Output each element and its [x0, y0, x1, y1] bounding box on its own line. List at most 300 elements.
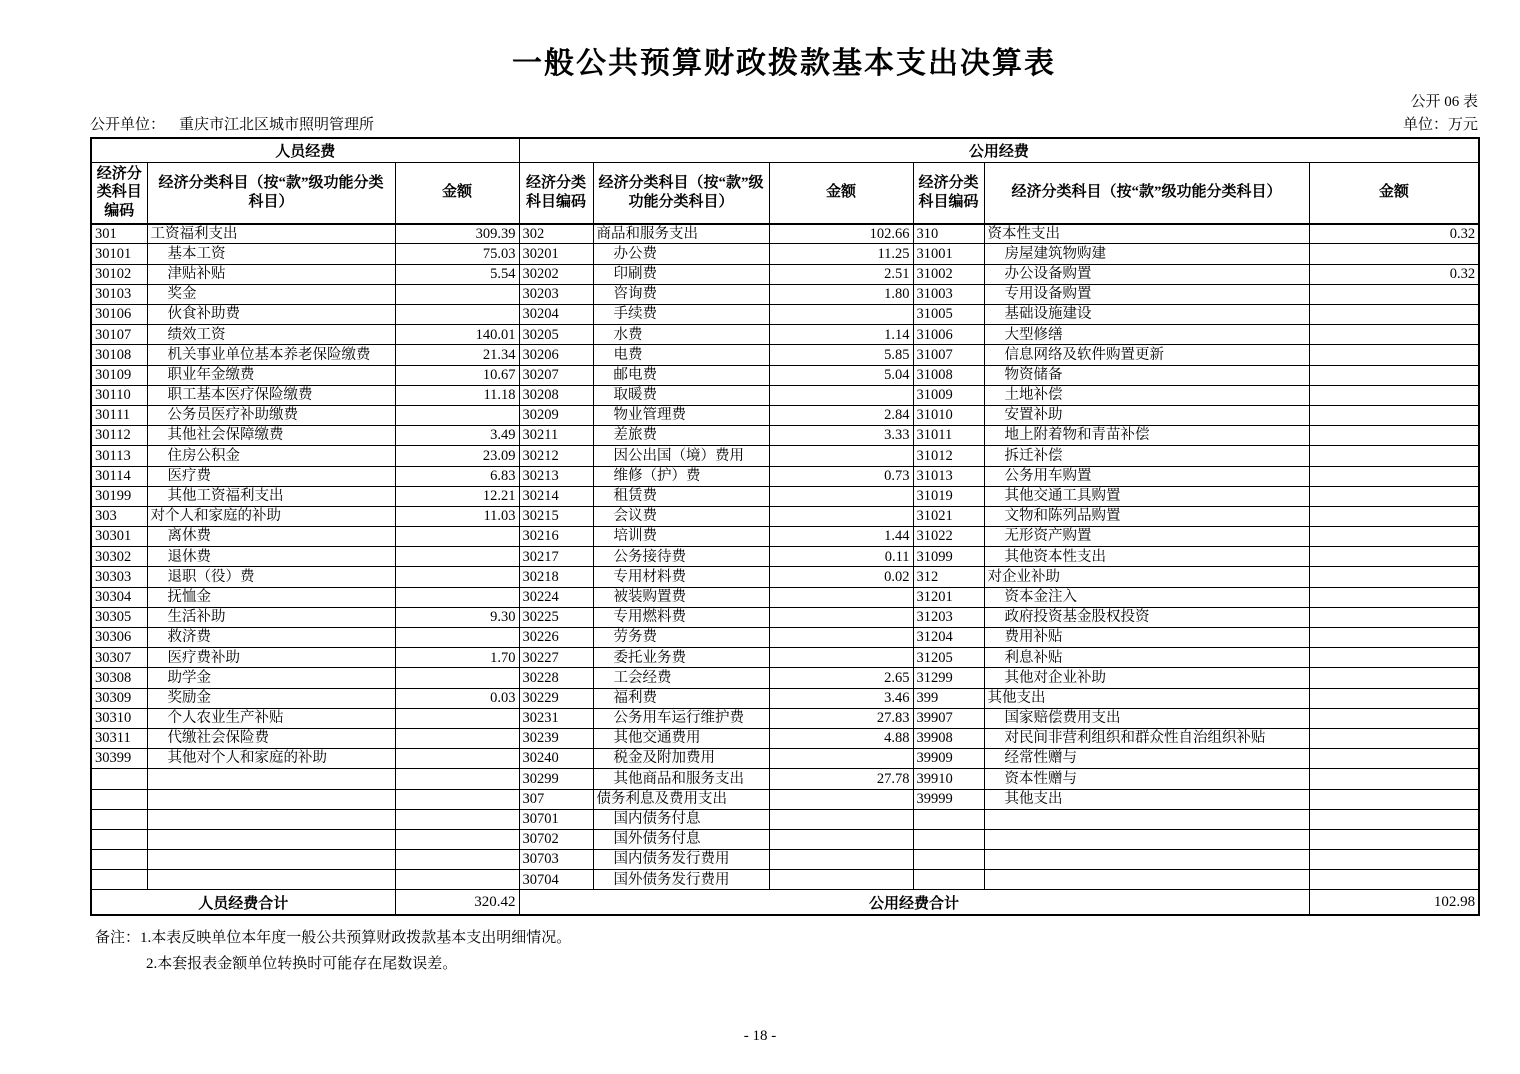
amount-cell	[395, 668, 519, 688]
subject-code-cell: 39999	[913, 789, 984, 809]
col-header-subject-2: 经济分类科目（按“款”级功能分类科目）	[593, 162, 769, 224]
note-line-2: 2.本套报表金额单位转换时可能存在尾数误差。	[146, 956, 458, 973]
subject-code-cell: 30207	[519, 365, 593, 385]
subject-code-cell: 30108	[91, 345, 147, 365]
amount-cell	[769, 648, 913, 668]
subject-code-cell: 30215	[519, 506, 593, 526]
amount-cell	[395, 749, 519, 769]
subject-code-cell: 30307	[91, 648, 147, 668]
public-total-value: 102.98	[1309, 890, 1479, 915]
subject-name-cell: 土地补偿	[984, 385, 1309, 405]
amount-cell	[395, 547, 519, 567]
subject-name-cell: 水费	[593, 325, 769, 345]
subject-code-cell: 31012	[913, 446, 984, 466]
subject-name-cell: 国外债务发行费用	[593, 870, 769, 890]
table-row	[91, 385, 1479, 405]
amount-cell	[1309, 607, 1479, 627]
group-header-public: 公用经费	[519, 138, 1479, 163]
amount-cell	[769, 587, 913, 607]
amount-cell: 1.80	[769, 284, 913, 304]
subject-code-cell: 31299	[913, 668, 984, 688]
col-header-amount-1: 金额	[395, 162, 519, 224]
table-row	[91, 708, 1479, 728]
subject-code-cell	[91, 809, 147, 829]
amount-cell: 3.33	[769, 426, 913, 446]
subject-code-cell: 39907	[913, 708, 984, 728]
amount-cell	[395, 708, 519, 728]
table-row	[91, 850, 1479, 870]
subject-name-cell: 资本性支出	[984, 224, 1309, 244]
amount-cell	[395, 305, 519, 325]
amount-cell	[769, 446, 913, 466]
personnel-total-value: 320.42	[395, 890, 519, 915]
amount-cell: 2.65	[769, 668, 913, 688]
table-row	[91, 567, 1479, 587]
subject-name-cell: 利息补贴	[984, 648, 1309, 668]
org-name: 重庆市江北区城市照明管理所	[179, 116, 375, 133]
subject-code-cell: 312	[913, 567, 984, 587]
subject-code-cell	[91, 769, 147, 789]
col-header-amount-3: 金额	[1309, 162, 1479, 224]
table-row	[91, 809, 1479, 829]
amount-cell	[769, 829, 913, 849]
amount-cell	[1309, 547, 1479, 567]
subject-name-cell: 专用设备购置	[984, 284, 1309, 304]
amount-cell: 23.09	[395, 446, 519, 466]
amount-cell: 0.32	[1309, 224, 1479, 244]
subject-code-cell: 30229	[519, 688, 593, 708]
total-row	[91, 890, 1479, 915]
subject-code-cell: 30102	[91, 264, 147, 284]
col-header-subject-1: 经济分类科目（按“款”级功能分类科目）	[147, 162, 395, 224]
amount-cell	[769, 486, 913, 506]
subject-code-cell: 30112	[91, 426, 147, 446]
subject-code-cell: 30701	[519, 809, 593, 829]
subject-code-cell: 30225	[519, 607, 593, 627]
amount-cell	[1309, 325, 1479, 345]
table-row	[91, 405, 1479, 425]
amount-cell: 1.14	[769, 325, 913, 345]
amount-cell: 140.01	[395, 325, 519, 345]
subject-name-cell: 其他商品和服务支出	[593, 769, 769, 789]
subject-name-cell	[147, 870, 395, 890]
page-title: 一般公共预算财政拨款基本支出决算表	[512, 47, 1056, 80]
subject-name-cell: 代缴社会保险费	[147, 728, 395, 748]
subject-name-cell: 电费	[593, 345, 769, 365]
amount-cell	[395, 728, 519, 748]
amount-cell	[1309, 466, 1479, 486]
subject-code-cell: 30303	[91, 567, 147, 587]
subject-name-cell: 国外债务付息	[593, 829, 769, 849]
subject-name-cell: 地上附着物和青苗补偿	[984, 426, 1309, 446]
table-row	[91, 628, 1479, 648]
amount-cell	[1309, 870, 1479, 890]
table-row	[91, 587, 1479, 607]
subject-code-cell: 31022	[913, 527, 984, 547]
subject-name-cell: 公务员医疗补助缴费	[147, 405, 395, 425]
table-row	[91, 607, 1479, 627]
amount-cell: 5.04	[769, 365, 913, 385]
subject-code-cell: 30217	[519, 547, 593, 567]
table-row	[91, 446, 1479, 466]
table-row	[91, 749, 1479, 769]
col-header-subject-3: 经济分类科目（按“款”级功能分类科目）	[984, 162, 1309, 224]
amount-cell	[1309, 688, 1479, 708]
amount-cell	[395, 587, 519, 607]
subject-name-cell: 物业管理费	[593, 405, 769, 425]
table-row	[91, 345, 1479, 365]
subject-code-cell: 31008	[913, 365, 984, 385]
subject-name-cell: 公务接待费	[593, 547, 769, 567]
table-row	[91, 648, 1479, 668]
subject-name-cell: 费用补贴	[984, 628, 1309, 648]
subject-name-cell	[147, 829, 395, 849]
subject-name-cell: 文物和陈列品购置	[984, 506, 1309, 526]
table-row	[91, 688, 1479, 708]
subject-name-cell: 公务用车运行维护费	[593, 708, 769, 728]
amount-cell: 309.39	[395, 224, 519, 244]
org-label: 公开单位：	[90, 116, 166, 133]
amount-cell	[769, 870, 913, 890]
subject-code-cell: 30306	[91, 628, 147, 648]
amount-cell	[1309, 345, 1479, 365]
subject-code-cell: 30703	[519, 850, 593, 870]
amount-cell: 0.11	[769, 547, 913, 567]
subject-code-cell: 39908	[913, 728, 984, 748]
subject-name-cell: 对企业补助	[984, 567, 1309, 587]
amount-cell	[1309, 809, 1479, 829]
subject-name-cell: 个人农业生产补贴	[147, 708, 395, 728]
subject-code-cell: 30240	[519, 749, 593, 769]
amount-cell	[395, 405, 519, 425]
subject-code-cell: 30304	[91, 587, 147, 607]
group-header-row	[91, 138, 1479, 163]
amount-cell	[769, 749, 913, 769]
amount-cell	[1309, 486, 1479, 506]
subject-code-cell: 30214	[519, 486, 593, 506]
table-row	[91, 769, 1479, 789]
subject-code-cell: 30199	[91, 486, 147, 506]
amount-cell	[769, 809, 913, 829]
amount-cell	[1309, 385, 1479, 405]
subject-code-cell: 30224	[519, 587, 593, 607]
amount-cell	[769, 506, 913, 526]
subject-code-cell	[91, 850, 147, 870]
subject-name-cell: 税金及附加费用	[593, 749, 769, 769]
subject-name-cell	[147, 850, 395, 870]
subject-code-cell: 31003	[913, 284, 984, 304]
subject-code-cell: 30702	[519, 829, 593, 849]
subject-name-cell: 离休费	[147, 527, 395, 547]
table-row	[91, 244, 1479, 264]
subject-name-cell: 无形资产购置	[984, 527, 1309, 547]
subject-name-cell: 安置补助	[984, 405, 1309, 425]
subject-code-cell: 31005	[913, 305, 984, 325]
col-header-amount-2: 金额	[769, 162, 913, 224]
table-row	[91, 365, 1479, 385]
subject-name-cell: 其他资本性支出	[984, 547, 1309, 567]
col-header-code-3: 经济分类科目编码	[913, 162, 984, 224]
subject-name-cell: 其他对个人和家庭的补助	[147, 749, 395, 769]
subject-name-cell: 医疗费	[147, 466, 395, 486]
subject-code-cell: 31007	[913, 345, 984, 365]
subject-name-cell	[147, 809, 395, 829]
subject-name-cell: 公务用车购置	[984, 466, 1309, 486]
subject-code-cell: 39909	[913, 749, 984, 769]
amount-cell	[1309, 668, 1479, 688]
subject-name-cell: 会议费	[593, 506, 769, 526]
amount-cell: 3.46	[769, 688, 913, 708]
budget-table	[90, 137, 1480, 916]
subject-code-cell: 30226	[519, 628, 593, 648]
subject-name-cell: 信息网络及软件购置更新	[984, 345, 1309, 365]
amount-cell	[1309, 244, 1479, 264]
subject-code-cell: 30399	[91, 749, 147, 769]
subject-code-cell	[913, 829, 984, 849]
subject-code-cell: 30310	[91, 708, 147, 728]
subject-code-cell: 30103	[91, 284, 147, 304]
subject-code-cell: 30212	[519, 446, 593, 466]
subject-code-cell: 31205	[913, 648, 984, 668]
personnel-total-label: 人员经费合计	[91, 890, 395, 915]
amount-cell	[395, 870, 519, 890]
amount-cell	[395, 829, 519, 849]
amount-cell: 75.03	[395, 244, 519, 264]
subject-name-cell: 退休费	[147, 547, 395, 567]
subject-code-cell: 31201	[913, 587, 984, 607]
subject-name-cell: 商品和服务支出	[593, 224, 769, 244]
col-header-code-1: 经济分类科目编码	[91, 162, 147, 224]
amount-cell: 102.66	[769, 224, 913, 244]
subject-code-cell: 30107	[91, 325, 147, 345]
subject-code-cell: 30203	[519, 284, 593, 304]
amount-cell	[1309, 365, 1479, 385]
subject-name-cell: 租赁费	[593, 486, 769, 506]
subject-name-cell: 国内债务发行费用	[593, 850, 769, 870]
subject-name-cell: 职业年金缴费	[147, 365, 395, 385]
amount-cell	[1309, 850, 1479, 870]
amount-cell: 0.02	[769, 567, 913, 587]
subject-code-cell: 310	[913, 224, 984, 244]
subject-code-cell: 30109	[91, 365, 147, 385]
table-row	[91, 486, 1479, 506]
subject-code-cell: 31203	[913, 607, 984, 627]
amount-cell	[1309, 728, 1479, 748]
subject-code-cell: 30305	[91, 607, 147, 627]
subject-name-cell: 抚恤金	[147, 587, 395, 607]
subject-name-cell: 经常性赠与	[984, 749, 1309, 769]
amount-cell: 27.83	[769, 708, 913, 728]
amount-cell	[1309, 446, 1479, 466]
subject-name-cell: 工会经费	[593, 668, 769, 688]
amount-cell	[1309, 769, 1479, 789]
form-number: 公开 06 表	[1410, 94, 1478, 110]
subject-name-cell: 房屋建筑物购建	[984, 244, 1309, 264]
subject-name-cell: 国内债务付息	[593, 809, 769, 829]
subject-code-cell: 31021	[913, 506, 984, 526]
amount-cell	[1309, 708, 1479, 728]
subject-name-cell: 国家赔偿费用支出	[984, 708, 1309, 728]
subject-code-cell: 30110	[91, 385, 147, 405]
subject-code-cell	[91, 870, 147, 890]
subject-code-cell	[913, 809, 984, 829]
subject-name-cell: 绩效工资	[147, 325, 395, 345]
table-row	[91, 506, 1479, 526]
subject-name-cell: 对民间非营利组织和群众性自治组织补贴	[984, 728, 1309, 748]
subject-code-cell: 31002	[913, 264, 984, 284]
amount-cell: 11.18	[395, 385, 519, 405]
amount-cell	[769, 607, 913, 627]
subject-code-cell	[913, 850, 984, 870]
table-row	[91, 426, 1479, 446]
amount-cell: 2.51	[769, 264, 913, 284]
subject-code-cell	[91, 829, 147, 849]
subject-name-cell: 被装购置费	[593, 587, 769, 607]
subject-code-cell: 303	[91, 506, 147, 526]
unit-label: 单位：万元	[1402, 116, 1478, 133]
table-row	[91, 284, 1479, 304]
document-header	[90, 0, 1478, 134]
amount-cell	[1309, 305, 1479, 325]
table-row	[91, 789, 1479, 809]
subject-code-cell: 31204	[913, 628, 984, 648]
subject-name-cell: 助学金	[147, 668, 395, 688]
subject-code-cell: 30216	[519, 527, 593, 547]
public-total-label: 公用经费合计	[519, 890, 1309, 915]
subject-name-cell: 其他交通费用	[593, 728, 769, 748]
amount-cell: 11.25	[769, 244, 913, 264]
subject-name-cell: 取暖费	[593, 385, 769, 405]
subject-code-cell: 31009	[913, 385, 984, 405]
subject-name-cell	[984, 809, 1309, 829]
subject-name-cell: 基本工资	[147, 244, 395, 264]
subject-code-cell: 30227	[519, 648, 593, 668]
subject-name-cell: 委托业务费	[593, 648, 769, 668]
subject-name-cell: 伙食补助费	[147, 305, 395, 325]
amount-cell	[395, 809, 519, 829]
subject-name-cell: 奖金	[147, 284, 395, 304]
subject-name-cell: 救济费	[147, 628, 395, 648]
amount-cell: 3.49	[395, 426, 519, 446]
subject-name-cell	[984, 850, 1309, 870]
subject-name-cell: 机关事业单位基本养老保险缴费	[147, 345, 395, 365]
subject-name-cell: 职工基本医疗保险缴费	[147, 385, 395, 405]
amount-cell: 5.54	[395, 264, 519, 284]
subject-code-cell: 30206	[519, 345, 593, 365]
amount-cell: 11.03	[395, 506, 519, 526]
subject-name-cell: 邮电费	[593, 365, 769, 385]
subject-name-cell: 政府投资基金股权投资	[984, 607, 1309, 627]
subject-name-cell: 住房公积金	[147, 446, 395, 466]
subject-name-cell: 维修（护）费	[593, 466, 769, 486]
subject-name-cell: 工资福利支出	[147, 224, 395, 244]
subject-name-cell: 其他支出	[984, 789, 1309, 809]
group-header-personnel: 人员经费	[91, 138, 519, 163]
table-row	[91, 264, 1479, 284]
amount-cell: 5.85	[769, 345, 913, 365]
subject-name-cell: 因公出国（境）费用	[593, 446, 769, 466]
amount-cell	[395, 284, 519, 304]
amount-cell	[1309, 405, 1479, 425]
col-header-code-2: 经济分类科目编码	[519, 162, 593, 224]
subject-name-cell: 专用燃料费	[593, 607, 769, 627]
table-row	[91, 870, 1479, 890]
amount-cell	[1309, 648, 1479, 668]
amount-cell: 1.70	[395, 648, 519, 668]
table-row	[91, 224, 1479, 244]
table-row	[91, 527, 1479, 547]
amount-cell	[1309, 587, 1479, 607]
note-line-1: 备注：1.本表反映单位本年度一般公共预算财政拨款基本支出明细情况。	[95, 929, 572, 946]
subject-code-cell: 307	[519, 789, 593, 809]
subject-name-cell: 专用材料费	[593, 567, 769, 587]
subject-code-cell: 30202	[519, 264, 593, 284]
amount-cell: 27.78	[769, 769, 913, 789]
table-body	[91, 224, 1479, 890]
table-row	[91, 668, 1479, 688]
amount-cell	[1309, 628, 1479, 648]
subject-code-cell: 31006	[913, 325, 984, 345]
amount-cell: 10.67	[395, 365, 519, 385]
amount-cell: 0.03	[395, 688, 519, 708]
subject-name-cell: 奖励金	[147, 688, 395, 708]
table-row	[91, 325, 1479, 345]
subject-code-cell: 30208	[519, 385, 593, 405]
subject-name-cell: 办公费	[593, 244, 769, 264]
subject-code-cell: 30309	[91, 688, 147, 708]
subject-name-cell: 培训费	[593, 527, 769, 547]
amount-cell	[769, 628, 913, 648]
amount-cell: 12.21	[395, 486, 519, 506]
subject-name-cell: 生活补助	[147, 607, 395, 627]
table-row	[91, 305, 1479, 325]
subject-code-cell: 30101	[91, 244, 147, 264]
subject-name-cell: 资本性赠与	[984, 769, 1309, 789]
org-line	[90, 116, 374, 134]
amount-cell: 0.73	[769, 466, 913, 486]
subject-name-cell: 差旅费	[593, 426, 769, 446]
subject-code-cell: 30204	[519, 305, 593, 325]
subject-name-cell: 资本金注入	[984, 587, 1309, 607]
subject-name-cell	[147, 769, 395, 789]
subject-name-cell: 其他社会保障缴费	[147, 426, 395, 446]
subject-code-cell: 30211	[519, 426, 593, 446]
subject-code-cell: 30308	[91, 668, 147, 688]
subject-code-cell: 30311	[91, 728, 147, 748]
amount-cell	[769, 789, 913, 809]
subject-code-cell: 30205	[519, 325, 593, 345]
subject-code-cell: 31013	[913, 466, 984, 486]
subject-code-cell: 30201	[519, 244, 593, 264]
amount-cell	[395, 628, 519, 648]
amount-cell	[1309, 567, 1479, 587]
subject-code-cell: 31001	[913, 244, 984, 264]
amount-cell: 21.34	[395, 345, 519, 365]
subject-code-cell: 301	[91, 224, 147, 244]
amount-cell: 0.32	[1309, 264, 1479, 284]
subject-name-cell: 咨询费	[593, 284, 769, 304]
table-row	[91, 547, 1479, 567]
amount-cell	[395, 850, 519, 870]
subject-code-cell: 30704	[519, 870, 593, 890]
amount-cell	[1309, 284, 1479, 304]
subject-code-cell: 39910	[913, 769, 984, 789]
amount-cell: 9.30	[395, 607, 519, 627]
amount-cell	[1309, 829, 1479, 849]
subject-code-cell: 30218	[519, 567, 593, 587]
column-header-row	[91, 162, 1479, 224]
amount-cell: 4.88	[769, 728, 913, 748]
